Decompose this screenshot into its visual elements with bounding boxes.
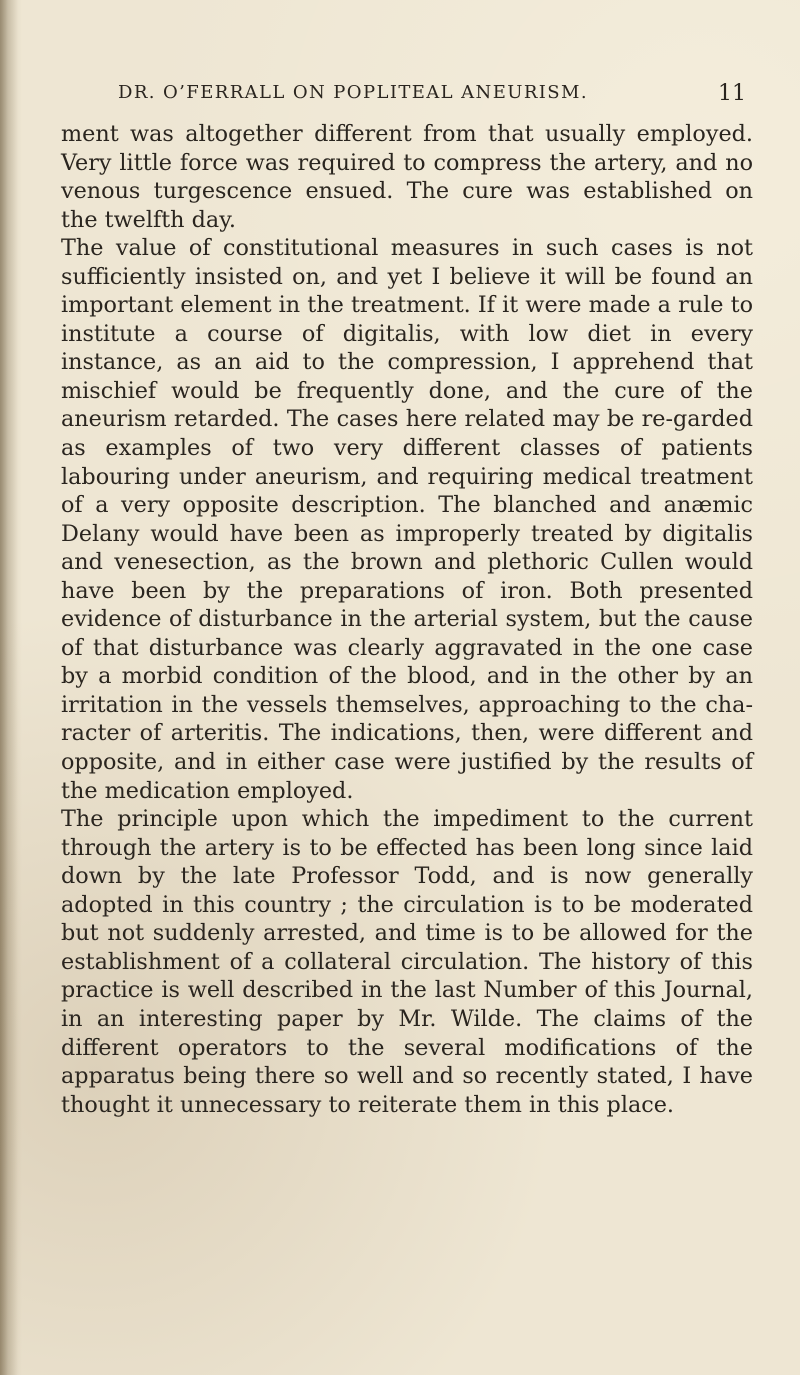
paragraph-1: ment was altogether different from that usually employed. Very little force was required to compress the artery, and no venous turgescence ensued. The cure was established on the twelfth day.	[61, 121, 753, 233]
page-left-edge-shadow	[0, 0, 18, 1375]
paragraph-3: The principle upon which the impediment to the current through the artery is to be effected has been long since laid down by the late Professor Todd, and is now generally adopted in this country ; the circulation is to be moderated but not suddenly arrested, and time is to be allowed for the establishment of a collateral circulation. The history of this practice is well described in the last Number of this Journal, in an interesting paper by Mr. Wilde. The claims of the different operators to the several modifications of the apparatus being there so well and so recently stated, I have thought it unnecessary to reiterate them in this place.	[61, 806, 753, 1118]
body-text	[61, 120, 753, 1119]
running-header	[118, 82, 746, 110]
page-number: 11	[718, 81, 746, 106]
running-header-title: DR. O’FERRALL ON POPLITEAL ANEURISM.	[118, 82, 588, 103]
paragraph-2: The value of constitutional measures in such cases is not sufficiently insisted on, and yet I believe it will be found an important element in the treatment. If it were made a rule to institute a course of digitalis, with low diet in every instance, as an aid to the compression, I apprehend that mischief would be frequently done, and the cure of the aneurism retarded. The cases here related may be re-garded as examples of two very different classes of patients labouring under aneurism, and requiring medical treatment of a very opposite description. The blanched and anæmic Delany would have been as improperly treated by digitalis and venesection, as the brown and plethoric Cullen would have been by the preparations of iron. Both presented evidence of disturbance in the arterial system, but the cause of that disturbance was clearly aggravated in the one case by a morbid condition of the blood, and in the other by an irritation in the vessels themselves, approaching to the cha-racter of arteritis. The indications, then, were different and opposite, and in either case were justified by the results of the medication employed.	[61, 235, 753, 804]
